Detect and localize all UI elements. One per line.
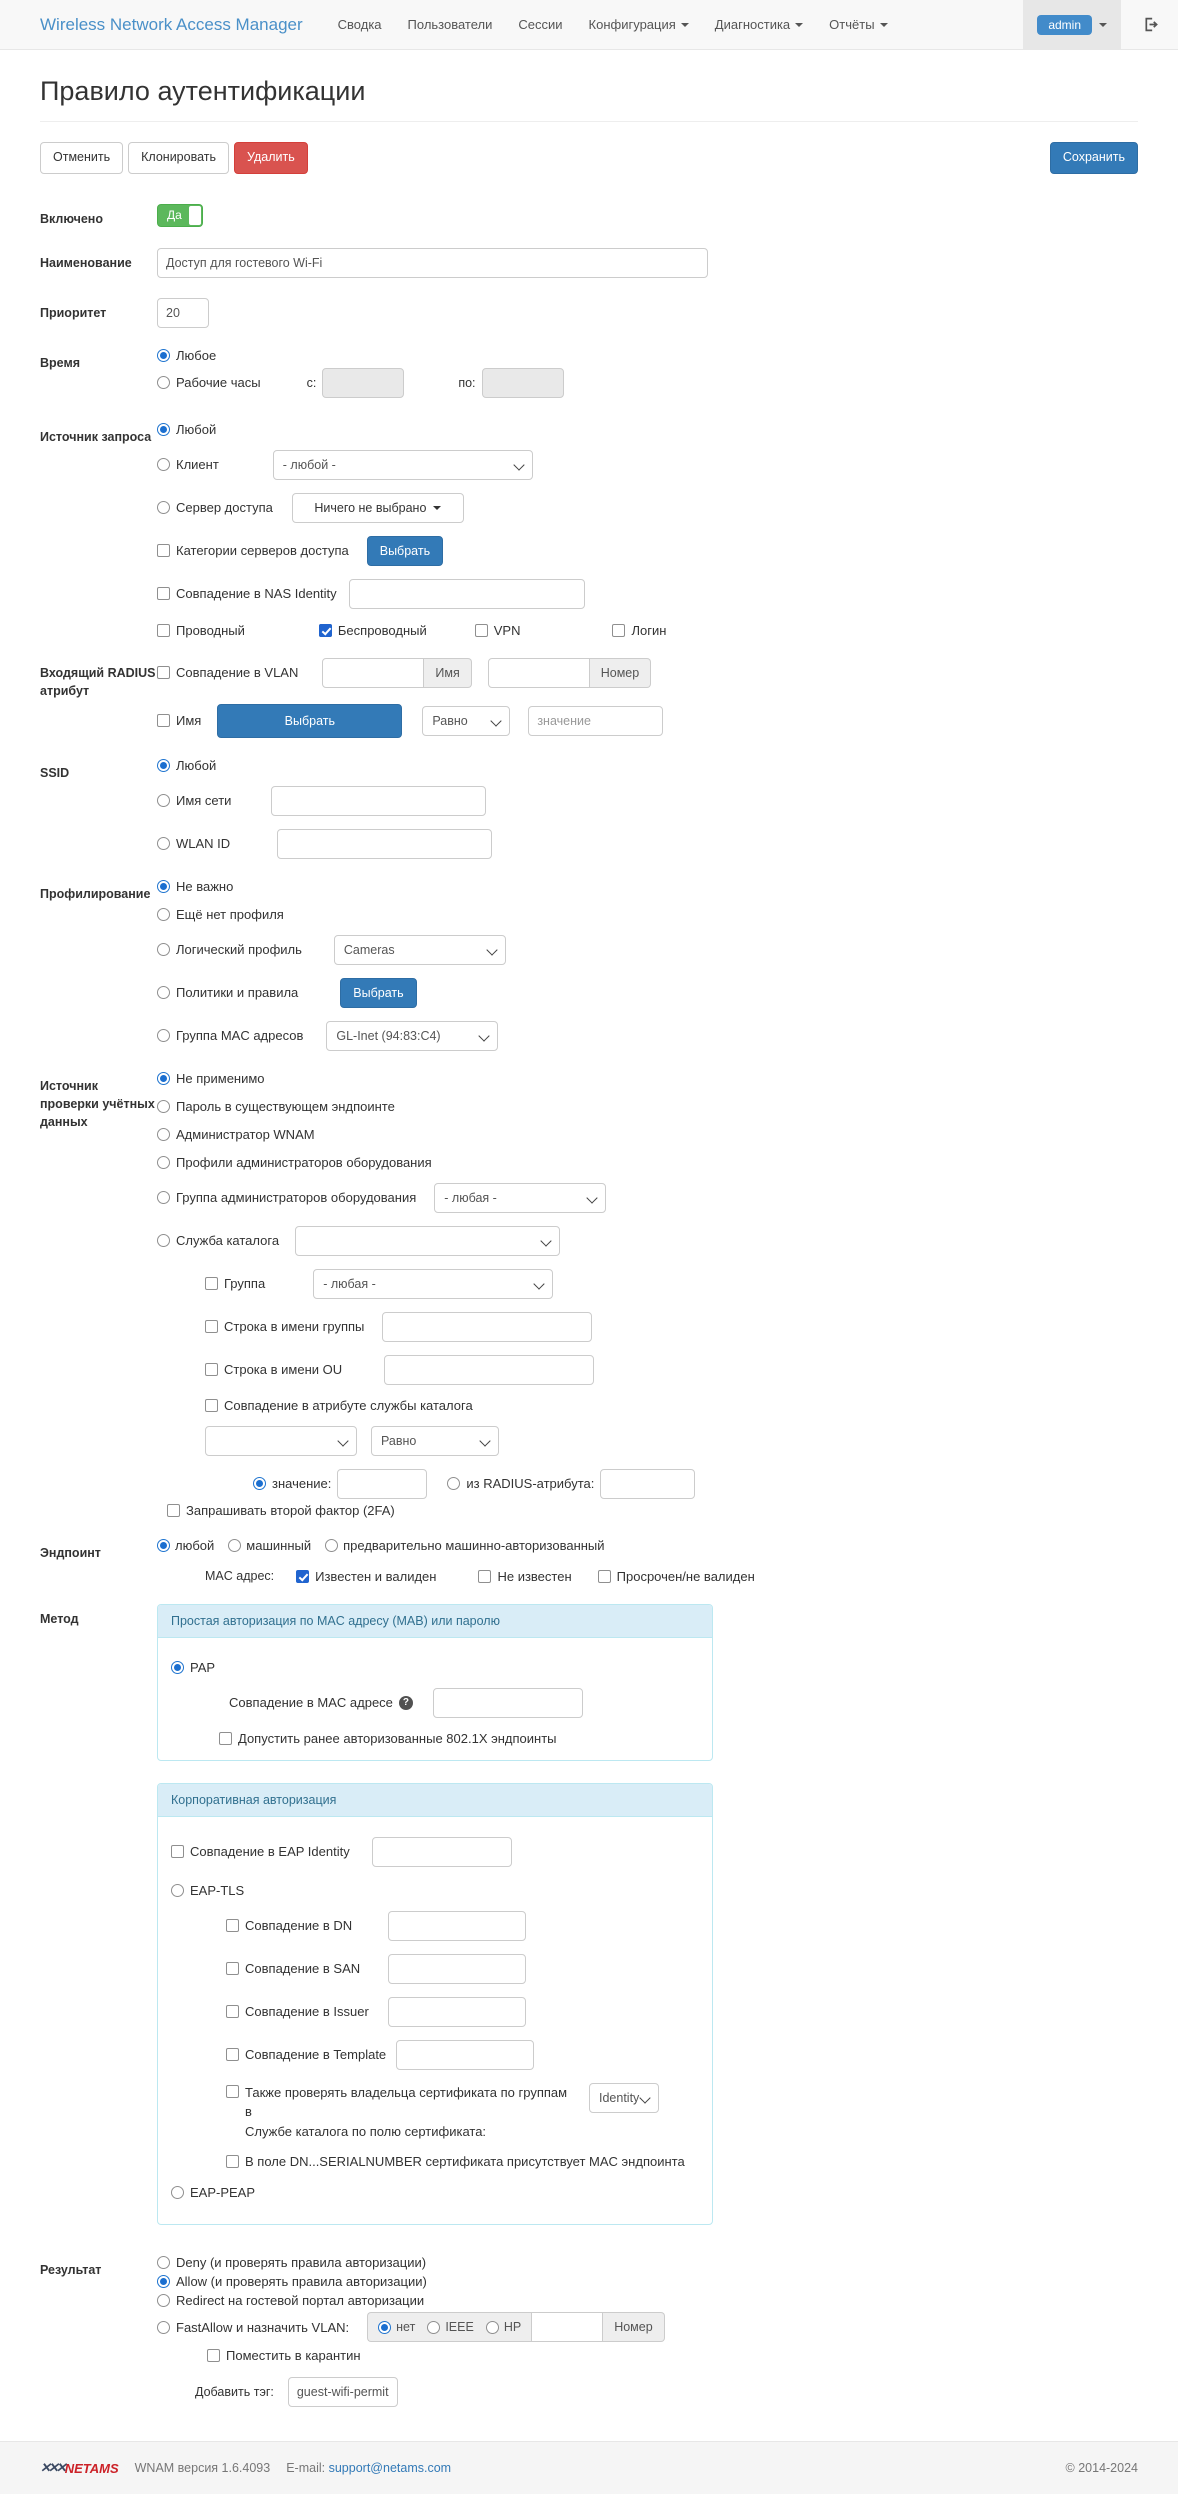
eap-identity-checkbox[interactable] — [171, 1845, 184, 1858]
endpoint-pre-auth-radio[interactable] — [325, 1539, 338, 1552]
enterprise-panel-title: Корпоративная авторизация — [158, 1784, 712, 1817]
row-endpoint: Эндпоинт любой машинный предварительно машинно-авторизованный MAC адрес: Известен и валиден Не известен Просрочен/не валиден — [40, 1537, 755, 1584]
directory-group-string-input[interactable] — [382, 1312, 592, 1342]
eap-identity-input[interactable] — [372, 1837, 512, 1867]
nav-item-users[interactable]: Пользователи — [407, 17, 493, 32]
logout-button[interactable] — [1121, 0, 1178, 49]
source-categories-choose-button[interactable]: Выбрать — [367, 536, 443, 566]
nav-item-reports[interactable]: Отчёты — [816, 0, 900, 49]
directory-group-checkbox[interactable] — [205, 1277, 218, 1290]
mac-known-valid-checkbox[interactable] — [296, 1570, 309, 1583]
mac-unknown-checkbox[interactable] — [478, 1570, 491, 1583]
time-from-input[interactable] — [322, 368, 404, 398]
divider — [40, 121, 1138, 122]
time-working-hours-radio[interactable] — [157, 376, 170, 389]
credentials-na-radio[interactable] — [157, 1072, 170, 1085]
chevron-down-icon — [433, 506, 441, 510]
dn-match-input[interactable] — [388, 1911, 526, 1941]
help-icon[interactable]: ? — [399, 1696, 413, 1710]
user-menu[interactable] — [1023, 0, 1121, 49]
eap-tls-radio[interactable] — [171, 1884, 184, 1897]
time-to-label: по: — [458, 375, 476, 390]
toggle-knob — [189, 206, 201, 225]
radius-attribute-label: Входящий RADIUS атрибут — [40, 665, 156, 698]
mab-panel-title: Простая авторизация по MAC адресу (MAB) или паролю — [158, 1605, 712, 1638]
credentials-wnam-admin-radio[interactable] — [157, 1128, 170, 1141]
chevron-down-icon — [1099, 23, 1107, 27]
row-enabled — [40, 204, 1138, 228]
mac-match-input[interactable] — [433, 1688, 583, 1718]
source-client-select[interactable]: - любой - — [273, 450, 533, 480]
time-any-radio[interactable] — [157, 349, 170, 362]
mab-panel: Простая авторизация по MAC адресу (MAB) или паролю PAP Совпадение в MAC адресе ? Допустить ранее авторизованные 802.1X эндпоинты — [157, 1604, 713, 1761]
row-result: Результат Deny (и проверять правила авторизации) Allow (и проверять правила авторизации) Redirect на гостевой портал авторизации FastAllow и назначить VLAN: нет IEEE HP Номер Поместить в карантин Добавить тэг: guest-wifi-permit — [40, 2255, 1138, 2407]
nav-item-summary[interactable]: Сводка — [337, 17, 382, 32]
credentials-directory-radio[interactable] — [157, 1234, 170, 1247]
directory-group-string-checkbox[interactable] — [205, 1320, 218, 1333]
cert-field-select[interactable]: Identity — [589, 2083, 659, 2113]
eap-peap-radio[interactable] — [171, 2186, 184, 2199]
source-client-radio[interactable] — [157, 458, 170, 471]
profiling-not-important-radio[interactable] — [157, 880, 170, 893]
row-priority — [40, 298, 1138, 328]
attr-from-radius-input[interactable] — [600, 1469, 695, 1499]
nav-item-sessions[interactable]: Сессии — [518, 17, 563, 32]
netams-logo-mark: ✕✕✕ — [40, 2460, 64, 2476]
source-login-checkbox[interactable] — [612, 624, 625, 637]
source-wireless-checkbox-state[interactable] — [319, 624, 332, 637]
profiling-policies-choose-button[interactable]: Выбрать — [340, 978, 416, 1008]
source-nas-dropdown[interactable]: Ничего не выбрано — [292, 493, 464, 523]
row-method — [40, 1604, 1138, 2248]
app-brand[interactable]: Wireless Network Access Manager — [40, 14, 303, 34]
vlan-match-checkbox[interactable] — [157, 666, 170, 679]
issuer-match-input[interactable] — [388, 1997, 526, 2027]
add-tag-label: Добавить тэг: — [195, 2385, 274, 2400]
attr-from-radius-radio[interactable] — [447, 1477, 460, 1490]
source-nas-radio[interactable] — [157, 501, 170, 514]
fastallow-vlan-group — [367, 2312, 665, 2342]
profiling-logical-profile-radio[interactable] — [157, 943, 170, 956]
time-from-label: с: — [306, 375, 317, 390]
san-match-input[interactable] — [388, 1954, 526, 1984]
clone-button[interactable]: Клонировать — [128, 142, 229, 174]
profiling-mac-group-select[interactable]: GL-Inet (94:83:C4) — [326, 1021, 498, 1051]
result-label: Результат — [40, 2263, 102, 2278]
row-request-source: Источник запроса Любой Клиент - любой - Сервер доступа Ничего не выбрано Категории серверов доступа Выбрать Совпадение в NAS Identity Проводный Беспроводный VPN Логин — [40, 421, 667, 638]
directory-group-select[interactable]: - любая - — [313, 1269, 553, 1299]
request-source-label: Источник запроса — [40, 429, 152, 444]
row-time: Время Любое Рабочие часы с: по: — [40, 348, 1138, 398]
vlan-number-group — [488, 658, 651, 688]
priority-label: Приоритет — [40, 305, 107, 320]
method-label: Метод — [40, 1611, 79, 1626]
directory-ou-string-input[interactable] — [384, 1355, 594, 1385]
navbar-right — [1023, 0, 1178, 49]
chevron-down-icon — [795, 23, 803, 27]
dn-match-checkbox[interactable] — [226, 1919, 239, 1932]
profiling-mac-group-radio[interactable] — [157, 1029, 170, 1042]
time-label: Время — [40, 355, 80, 370]
credentials-device-admin-group-radio[interactable] — [157, 1191, 170, 1204]
allow-8021x-checkbox[interactable] — [219, 1732, 232, 1745]
ssid-label: SSID — [40, 765, 70, 780]
vlan-name-input[interactable] — [322, 658, 424, 688]
delete-button[interactable]: Удалить — [234, 142, 308, 174]
cert-owner-checkbox[interactable] — [226, 2085, 239, 2098]
user-badge: admin — [1037, 15, 1092, 35]
save-button[interactable]: Сохранить — [1050, 142, 1138, 174]
chevron-down-icon — [880, 23, 888, 27]
attr-name-choose-button[interactable]: Выбрать — [217, 704, 402, 738]
result-deny-radio[interactable] — [157, 2256, 170, 2269]
enterprise-panel: Корпоративная авторизация Совпадение в EAP Identity EAP-TLS Совпадение в DN Совпадение в SAN Совпадение в Issuer Совпадение в Template Также проверять владельца сертификата по группам в Службе каталога по полю сертификата: Identity В поле DN...SERIALNUMBER сертификата присутствует MAC эндпоинта EAP-PEAP — [157, 1783, 713, 2226]
dn-serialnumber-checkbox[interactable] — [226, 2155, 239, 2168]
vlan-number-input[interactable] — [488, 658, 590, 688]
credentials-endpoint-password-radio[interactable] — [157, 1100, 170, 1113]
footer-copyright: © 2014-2024 — [1065, 2461, 1138, 2476]
profiling-logical-profile-select[interactable]: Cameras — [334, 935, 506, 965]
ssid-wlan-id-radio[interactable] — [157, 837, 170, 850]
footer-email: E-mail: support@netams.com — [286, 2461, 452, 2476]
footer — [0, 2441, 1178, 2494]
nav-item-configuration[interactable]: Конфигурация — [576, 0, 702, 49]
ssid-network-name-input[interactable] — [271, 786, 486, 816]
name-label: Наименование — [40, 255, 132, 270]
logout-icon — [1141, 16, 1158, 33]
directory-ou-string-checkbox[interactable] — [205, 1363, 218, 1376]
san-match-checkbox[interactable] — [226, 1962, 239, 1975]
source-nas-identity-input[interactable] — [349, 579, 585, 609]
attr-operator-select[interactable]: Равно — [422, 706, 510, 736]
directory-attr-select[interactable] — [205, 1426, 357, 1456]
directory-options: Группа - любая - Строка в имени группы Строка в имени OU Совпадение в атрибуте службы каталога Равно значение: из RADIUS-атрибута: — [205, 1269, 1138, 1499]
vlan-type-none-radio[interactable] — [378, 2321, 391, 2334]
template-match-input[interactable] — [396, 2040, 534, 2070]
vlan-type-options: нет IEEE HP — [367, 2312, 531, 2342]
enabled-label: Включено — [40, 211, 103, 226]
mac-address-label: MAC адрес: — [205, 1569, 275, 1584]
vlan-type-hp-radio[interactable] — [486, 2321, 499, 2334]
time-to-input[interactable] — [482, 368, 564, 398]
second-factor-checkbox[interactable] — [167, 1504, 180, 1517]
credentials-device-admin-profiles-radio[interactable] — [157, 1156, 170, 1169]
support-email-link[interactable]: support@netams.com — [328, 2461, 452, 2476]
enabled-toggle[interactable]: Да — [157, 204, 203, 227]
source-categories-checkbox[interactable] — [157, 544, 170, 557]
result-fastallow-radio[interactable] — [157, 2321, 170, 2334]
toolbar — [40, 142, 1138, 174]
attr-value-source-input[interactable] — [337, 1469, 427, 1499]
page-title: Правило аутентификации — [40, 76, 366, 106]
row-ssid: SSID Любой Имя сети WLAN ID — [40, 758, 1138, 859]
source-any-radio[interactable] — [157, 423, 170, 436]
fastallow-vlan-number-addon: Номер — [603, 2312, 664, 2342]
template-match-checkbox[interactable] — [226, 2048, 239, 2061]
attr-name-checkbox[interactable] — [157, 714, 170, 727]
profiling-no-profile-radio[interactable] — [157, 908, 170, 921]
attr-value-input[interactable] — [528, 706, 663, 736]
netams-logo-name: NETAMS — [64, 2460, 119, 2476]
credentials-directory-select[interactable] — [295, 1226, 560, 1256]
profiling-policies-radio[interactable] — [157, 986, 170, 999]
endpoint-label: Эндпоинт — [40, 1545, 101, 1560]
pap-radio[interactable] — [171, 1661, 184, 1674]
issuer-match-checkbox[interactable] — [226, 2005, 239, 2018]
row-credentials: Источник проверки учётных данных Не применимо Пароль в существующем эндпоинте Администратор WNAM Профили администраторов оборудования Группа администраторов оборудования - любая - Служба каталога Группа - любая - Строка в имени группы Строка в имени OU Совпадение в атрибуте службы каталога Равно значение: из RADIUS-атрибута: Запрашивать второй фактор (2FA) — [40, 1071, 1138, 1518]
footer-version: WNAM версия 1.6.4093 — [134, 2461, 271, 2476]
vlan-type-ieee-radio[interactable] — [427, 2321, 440, 2334]
directory-attr-operator-select[interactable]: Равно — [371, 1426, 499, 1456]
vlan-name-group — [322, 658, 471, 688]
row-name — [40, 248, 1138, 278]
ssid-wlan-id-input[interactable] — [277, 829, 492, 859]
add-tag-input[interactable] — [288, 2377, 398, 2407]
result-redirect-radio[interactable] — [157, 2294, 170, 2307]
top-navbar — [0, 0, 1178, 50]
quarantine-checkbox[interactable] — [207, 2349, 220, 2362]
source-wired-checkbox[interactable] — [157, 624, 170, 637]
source-vpn-checkbox[interactable] — [475, 624, 488, 637]
endpoint-any-radio[interactable] — [157, 1539, 170, 1552]
row-radius-attribute: Входящий RADIUS атрибут Совпадение в VLAN Имя Номер Имя Выбрать Равно значение — [40, 658, 1138, 738]
endpoint-machine-radio[interactable] — [228, 1539, 241, 1552]
chevron-down-icon — [681, 23, 689, 27]
ssid-any-radio[interactable] — [157, 759, 170, 772]
nav-item-diagnostics[interactable]: Диагностика — [702, 0, 816, 49]
mac-expired-checkbox[interactable] — [598, 1570, 611, 1583]
ssid-network-name-radio[interactable] — [157, 794, 170, 807]
fastallow-vlan-input[interactable] — [531, 2312, 603, 2342]
attr-value-radio[interactable] — [253, 1477, 266, 1490]
row-profiling: Профилирование Не важно Ещё нет профиля Логический профиль Cameras Политики и правила Выбрать Группа MAC адресов GL-Inet (94:83:C4) — [40, 879, 1138, 1051]
source-nas-identity-checkbox[interactable] — [157, 587, 170, 600]
name-input[interactable] — [157, 248, 708, 278]
vlan-name-addon: Имя — [424, 658, 471, 688]
vlan-number-addon: Номер — [590, 658, 651, 688]
directory-attr-match-checkbox[interactable] — [205, 1399, 218, 1412]
priority-input[interactable] — [157, 298, 209, 328]
credentials-device-admin-group-select[interactable]: - любая - — [434, 1183, 606, 1213]
result-allow-radio[interactable] — [157, 2275, 170, 2288]
cancel-button[interactable]: Отменить — [40, 142, 123, 174]
profiling-label: Профилирование — [40, 886, 151, 901]
credentials-label: Источник проверки учётных данных — [40, 1078, 155, 1129]
